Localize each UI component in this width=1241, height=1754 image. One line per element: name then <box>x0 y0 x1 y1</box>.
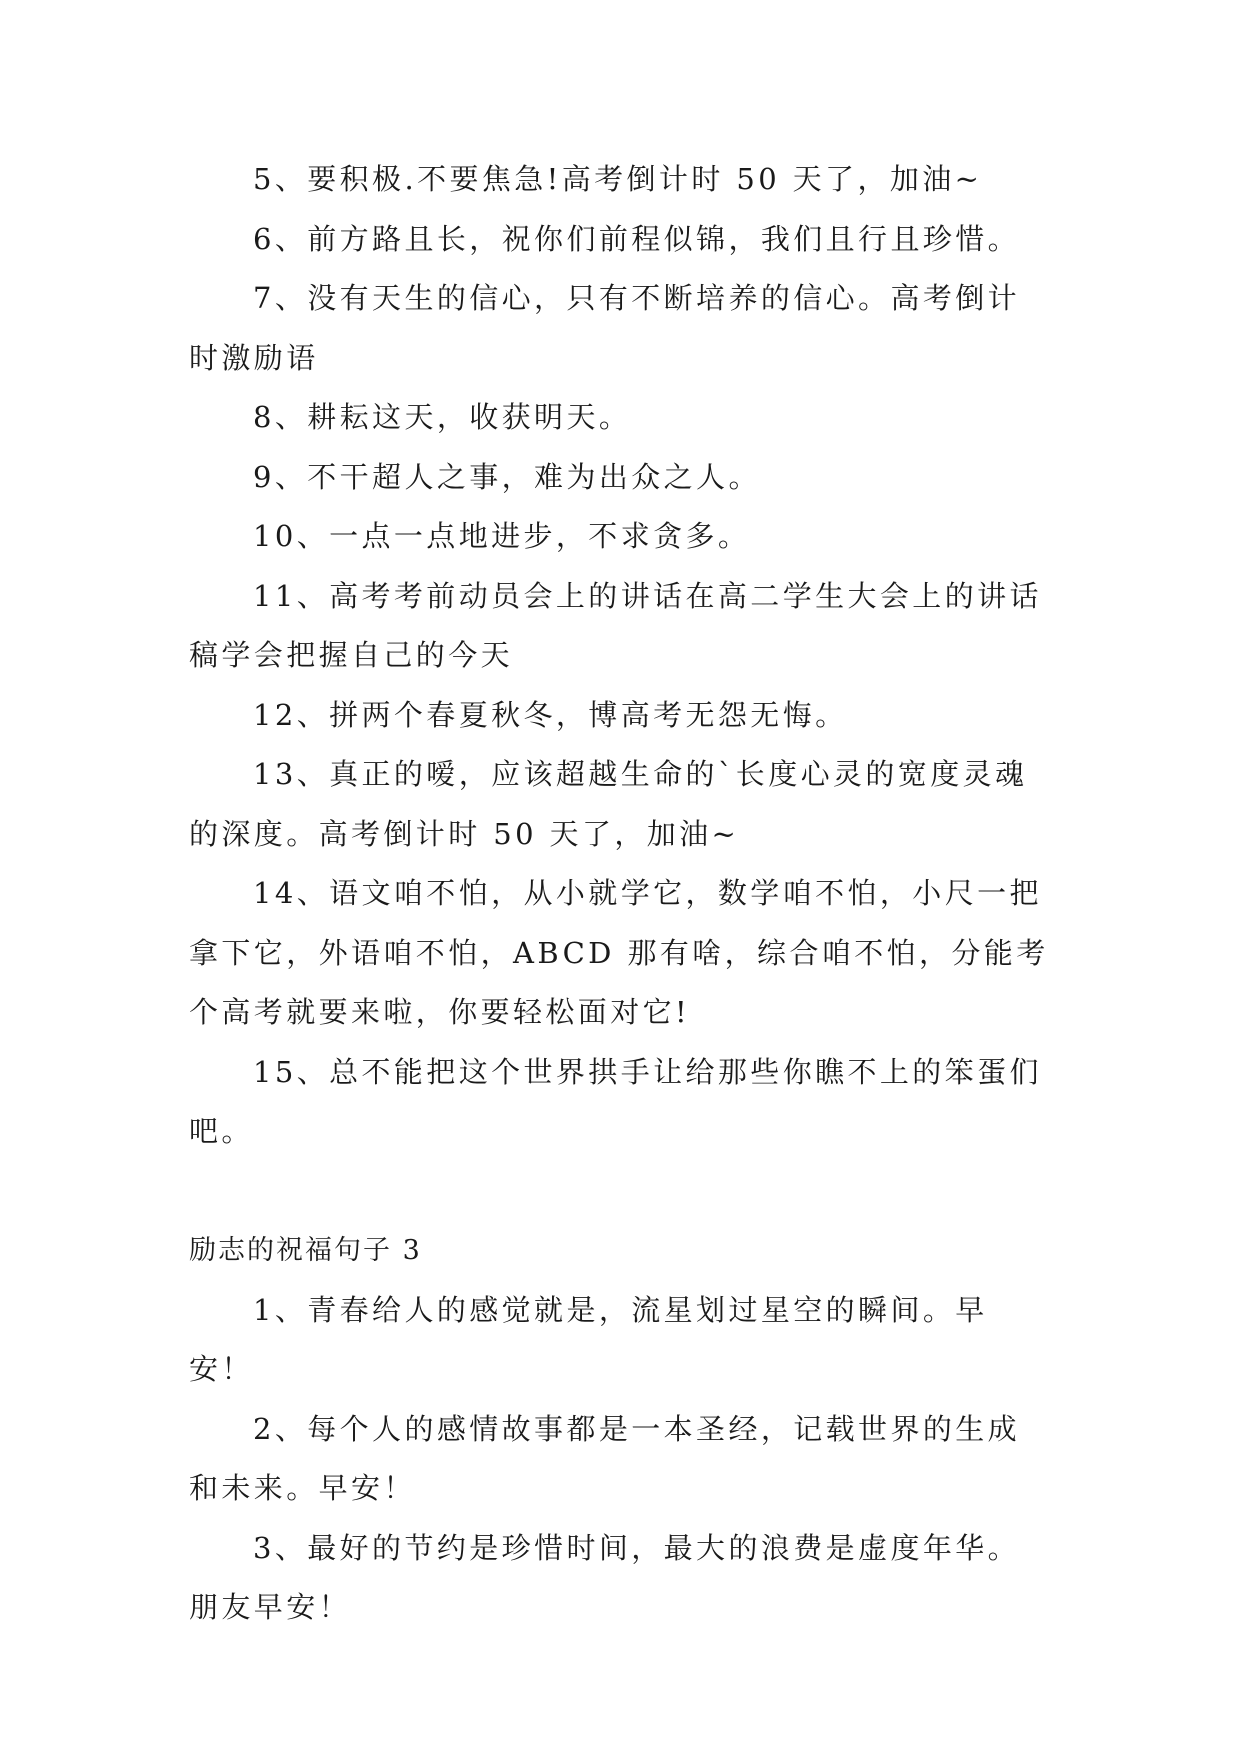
document-body <box>189 150 1049 1638</box>
list-item-2: 2、每个人的感情故事都是一本圣经，记载世界的生成和未来。早安！ <box>189 1411 1021 1505</box>
section-heading: 励志的祝福句子 3 <box>189 1235 422 1266</box>
list-item-5: 5、要积极.不要焦急!高考倒计时 50 天了，加油~ <box>253 162 983 196</box>
list-item-7: 7、没有天生的信心，只有不断培养的信心。高考倒计时激励语 <box>189 281 1021 375</box>
list-item-8: 8、耕耘这天，收获明天。 <box>253 400 632 434</box>
list-item-10: 10、一点一点地进步，不求贪多。 <box>253 519 751 553</box>
list-item-12: 12、拼两个春夏秋冬，博高考无怨无悔。 <box>253 697 848 732</box>
list-item-13: 13、真正的嗳，应该超越生命的`长度心灵的宽度灵魂的深度。高考倒计时 50 天了，加油~ <box>189 757 1028 851</box>
list-item-6: 6、前方路且长，祝你们前程似锦，我们且行且珍惜。 <box>253 221 1021 256</box>
list-item-15: 15、总不能把这个世界拱手让给那些你瞧不上的笨蛋们吧。 <box>189 1054 1042 1148</box>
list-item-9: 9、不干超人之事，难为出众之人。 <box>253 459 761 494</box>
list-item-11: 11、高考考前动员会上的讲话在高二学生大会上的讲话稿学会把握自己的今天 <box>189 578 1042 672</box>
list-item-3: 3、最好的节约是珍惜时间，最大的浪费是虚度年华。朋友早安！ <box>189 1530 1021 1624</box>
list-item-14: 14、语文咱不怕，从小就学它，数学咱不怕，小尺一把拿下它，外语咱不怕，ABCD 那有啥，综合咱不怕，分能考个高考就要来啦，你要轻松面对它! <box>189 876 1049 1029</box>
list-item-1: 1、青春给人的感觉就是，流星划过星空的瞬间。早安！ <box>189 1292 988 1386</box>
section-spacer <box>189 1162 1049 1222</box>
